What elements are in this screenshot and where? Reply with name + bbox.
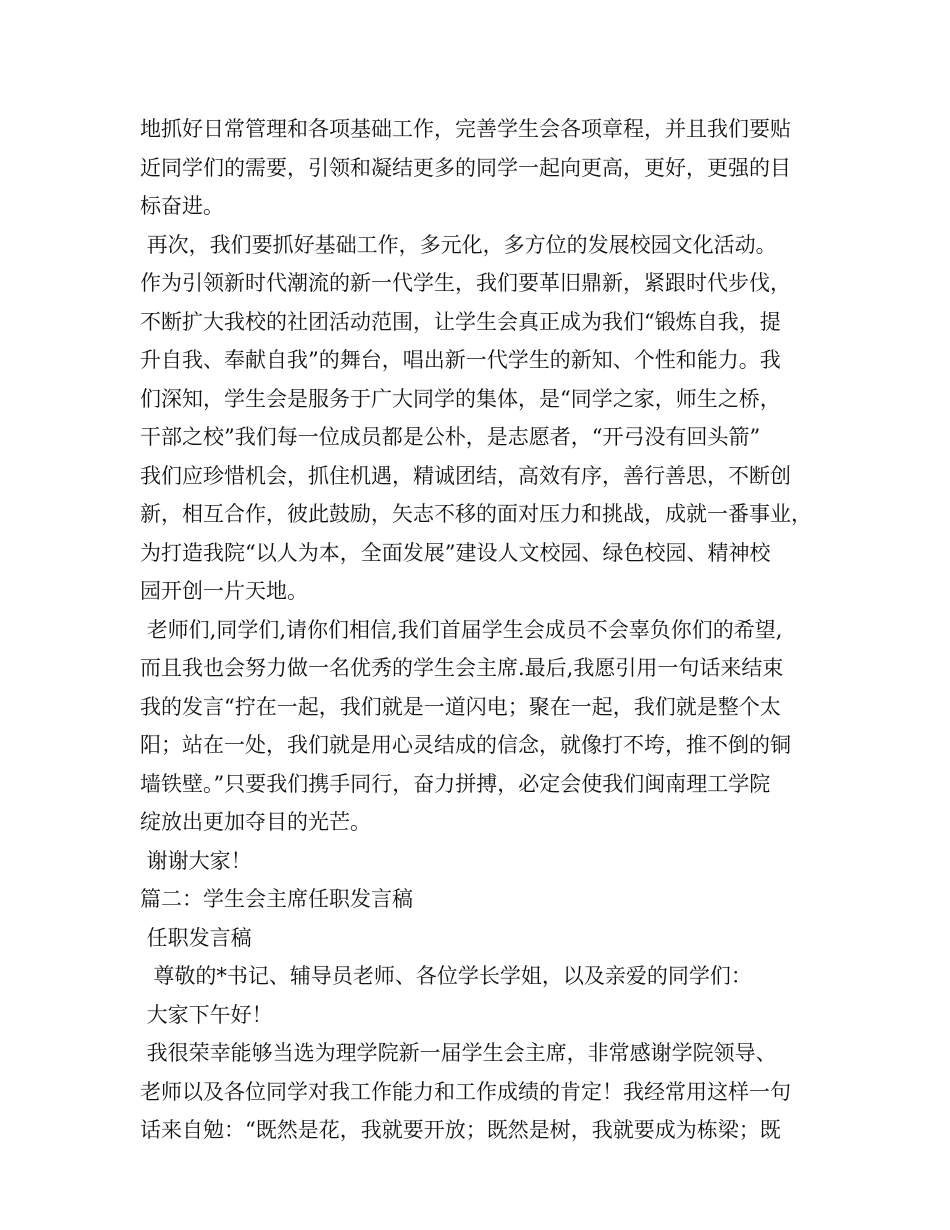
text-line: 近同学们的需要，引领和凝结更多的同学一起向更高，更好，更强的目 (140, 155, 791, 180)
text-line: 不断扩大我校的社团活动范围，让学生会真正成为我们“锻炼自我，提 (140, 309, 781, 334)
text-line: 篇二：学生会主席任职发言稿 (140, 887, 413, 911)
text-line: 干部之校”我们每一位成员都是公朴，是志愿者，“开弓没有回头箭” (140, 425, 761, 449)
text-line: 作为引领新时代潮流的新一代学生，我们要革旧鼎新，紧跟时代步伐， (140, 271, 791, 295)
body-text (140, 110, 830, 1150)
text-line: 而且我也会努力做一名优秀的学生会主席.最后,我愿引用一句话来结束 (140, 656, 784, 680)
text-line: 升自我、奉献自我”的舞台，唱出新一代学生的新知、个性和能力。我 (140, 348, 781, 372)
text-line: 们深知，学生会是服务于广大同学的集体，是“同学之家，师生之桥， (140, 386, 781, 411)
text-line: 标奋进。 (140, 194, 224, 218)
text-line: 老师以及各位同学对我工作能力和工作成绩的肯定！我经常用这样一句 (140, 1079, 791, 1104)
text-line: 阳；站在一处，我们就是用心灵结成的信念，就像打不垮，推不倒的铜 (140, 733, 791, 757)
text-line: 园开创一片天地。 (140, 579, 308, 603)
text-line: 新，相互合作，彼此鼓励，矢志不移的面对压力和挑战，成就一番事业， (140, 502, 812, 526)
text-line: 任职发言稿 (140, 925, 252, 950)
text-line: 尊敬的*书记、辅导员老师、各位学长学姐，以及亲爱的同学们： (140, 964, 752, 988)
text-line: 地抓好日常管理和各项基础工作，完善学生会各项章程，并且我们要贴 (140, 117, 791, 141)
text-line: 我的发言“拧在一起，我们就是一道闪电；聚在一起，我们就是整个太 (140, 694, 781, 719)
text-line: 大家下午好！ (140, 1002, 273, 1027)
text-line: 谢谢大家！ (140, 848, 252, 873)
text-line: 话来自勉：“既然是花，我就要开放；既然是树，我就要成为栋梁；既 (140, 1118, 781, 1142)
text-line: 再次，我们要抓好基础工作，多元化，多方位的发展校园文化活动。 (140, 232, 777, 257)
text-line: 我们应珍惜机会，抓住机遇，精诚团结，高效有序，善行善思，不断创 (140, 463, 791, 488)
text-line: 绽放出更加夺目的光芒。 (140, 810, 371, 834)
text-line: 我很荣幸能够当选为理学院新一届学生会主席，非常感谢学院领导、 (140, 1041, 777, 1065)
text-line: 墙铁壁。”只要我们携手同行，奋力拼搏，必定会使我们闽南理工学院 (140, 771, 771, 796)
text-line: 老师们,同学们,请你们相信,我们首届学生会成员不会辜负你们的希望, (140, 617, 783, 642)
text-line: 为打造我院“以人为本，全面发展”建设人文校园、绿色校园、精神校 (140, 540, 771, 565)
